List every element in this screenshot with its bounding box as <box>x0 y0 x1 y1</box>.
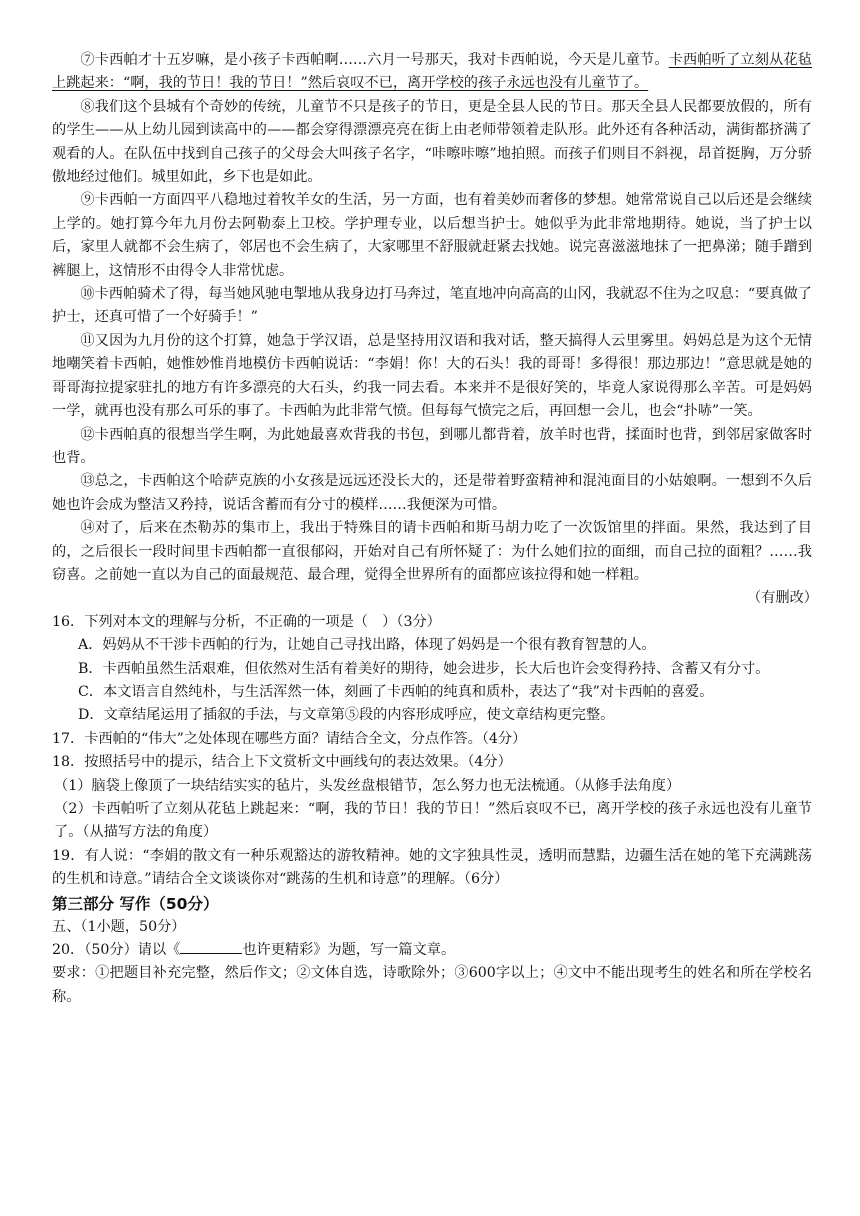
paragraph-14: ⑭对了，后来在杰勒苏的集市上，我出于特殊目的请卡西帕和斯马胡力吃了一次饭馆里的拌面。果然，我达到了目的，之后很长一段时间里卡西帕都一直很郁闷，开始对自己有所怀疑了：为什么她们拉的面细，而自己拉的面粗？……我窃喜。之前她一直以为自己的面最规范、最合理，觉得全世界所有的面都应该拉得和她一样粗。 <box>52 520 812 583</box>
paragraph-10: ⑩卡西帕骑术了得，每当她风驰电掣地从我身边打马奔过，笔直地冲向高高的山冈，我就忍不住为之叹息：“要真做了护士，还真可惜了一个好骑手！” <box>52 286 812 326</box>
question-20-suffix: 也许更精彩》为题，写一篇文章。 <box>242 942 456 959</box>
paragraph-7-lead: ⑦卡西帕才十五岁嘛，是小孩子卡西帕啊……六月一号那天，我对卡西帕说，今天是儿童节。 <box>80 52 669 68</box>
question-17: 17．卡西帕的“伟大”之处体现在哪些方面？请结合全文，分点作答。（4分） <box>52 730 527 747</box>
question-20-prefix: 20．（50分）请以《 <box>52 942 181 959</box>
writing-subheading: 五、（1小题，50分） <box>52 918 186 935</box>
source-note: （有删改） <box>747 590 818 607</box>
question-16-option-c: C．本文语言自然纯朴，与生活浑然一体，刻画了卡西帕的纯真和质朴，表达了“我”对卡西帕的喜爱。 <box>78 683 714 700</box>
paragraph-8: ⑧我们这个县城有个奇妙的传统，儿童节不只是孩子的节日，更是全县人民的节日。那天全县人民都要放假的，所有的学生——从上幼儿园到读高中的——都会穿得漂漂亮亮在街上由老师带领着走队形。此外还有各种活动，满街都挤满了观看的人。在队伍中找到自己孩子的父母会大叫孩子名字，“咔嚓咔嚓”地拍照。而孩子们则目不斜视，昂首挺胸，万分骄傲地经过他们。城里如此，乡下也是如此。 <box>52 98 812 186</box>
paragraph-7 <box>52 49 812 96</box>
paragraph-13: ⑬总之，卡西帕这个哈萨克族的小女孩是远远还没长大的，还是带着野蛮精神和混沌面目的小姑娘啊。一想到不久后她也许会成为整洁又矜持，说话含蓄而有分寸的模样……我便深为可惜。 <box>52 473 812 513</box>
title-blank[interactable] <box>180 939 242 954</box>
question-18: 18．按照括号中的提示，结合上下文赏析文中画线句的表达效果。（4分） <box>52 754 512 771</box>
question-18-part-2: （2）卡西帕听了立刻从花毡上跳起来：“啊，我的节日！我的节日！”然后哀叹不已，离开学校的孩子永远也没有儿童节了。（从描写方法的角度） <box>54 801 812 841</box>
question-18-part-1: （1）脑袋上像顶了一块结结实实的毡片，头发丝盘根错节，怎么努力也无法梳通。（从修手法角度） <box>54 777 681 794</box>
question-16-option-b: B．卡西帕虽然生活艰难，但依然对生活有着美好的期待，她会进步，长大后也许会变得矜持、含蓄又有分寸。 <box>78 660 770 677</box>
question-16-option-d: D．文章结尾运用了插叙的手法，与文章第⑤段的内容形成呼应，使文章结构更完整。 <box>78 707 615 724</box>
question-19: 19．有人说：“李娟的散文有一种乐观豁达的游牧精神。她的文字独具性灵，透明而慧黠，边疆生活在她的笔下充满跳荡的生机和诗意。”请结合全文谈谈你对“跳荡的生机和诗意”的理解。（6分） <box>52 847 812 888</box>
writing-section-heading: 第三部分 写作（50分） <box>52 894 219 913</box>
paragraph-9: ⑨卡西帕一方面四平八稳地过着牧羊女的生活，另一方面，也有着美妙而奢侈的梦想。她常常说自己以后还是会继续上学的。她打算今年九月份去阿勒泰上卫校。学护理专业，以后想当护士。她似乎为此非常地期待。她说，当了护士以后，家里人就都不会生病了，邻居也不会生病了，大家哪里不舒服就赶紧去找她。说完喜滋滋地抹了一把鼻涕；随手蹭到裤腿上，这情形不由得令人非常忧虑。 <box>52 192 812 279</box>
question-16: 16．下列对本文的理解与分析，不正确的一项是（ ）（3分） <box>52 613 441 630</box>
writing-requirements: 要求：①把题目补充完整，然后作文；②文体自选，诗歌除外；③600字以上；④文中不能出现考生的姓名和所在学校名称。 <box>52 965 812 1005</box>
paragraph-12: ⑫卡西帕真的很想当学生啊，为此她最喜欢背我的书包，到哪儿都背着，放羊时也背，揉面时也背，到邻居家做客时也背。 <box>52 426 812 466</box>
article-body <box>52 49 818 1009</box>
question-20 <box>52 939 812 962</box>
question-16-option-a: A．妈妈从不干涉卡西帕的行为，让她自己寻找出路，体现了妈妈是一个很有教育智慧的人。 <box>78 637 656 654</box>
paragraph-11: ⑪又因为九月份的这个打算，她急于学汉语，总是坚持用汉语和我对话，整天搞得人云里雾里。妈妈总是为这个无情地嘲笑着卡西帕，她惟妙惟肖地模仿卡西帕说话：“李娟！你！大的石头！我的哥哥！多得很！那边那边！”意思就是她的哥哥海拉提家驻扎的地方有许多漂亮的大石头，约我一同去看。本来并不是很好笑的，毕竟人家说得那么辛苦。可是妈妈一学，就再也没有那么可乐的事了。卡西帕为此非常气愤。但每每气愤完之后，再回想一会儿，也会“扑哧”一笑。 <box>52 332 812 420</box>
underlined-sentence: 卡西帕听了立刻从花毡上跳起来：“啊，我的节日！我的节日！”然后哀叹不已，离开学校的孩子永远也没有儿童节了。 <box>52 52 812 92</box>
